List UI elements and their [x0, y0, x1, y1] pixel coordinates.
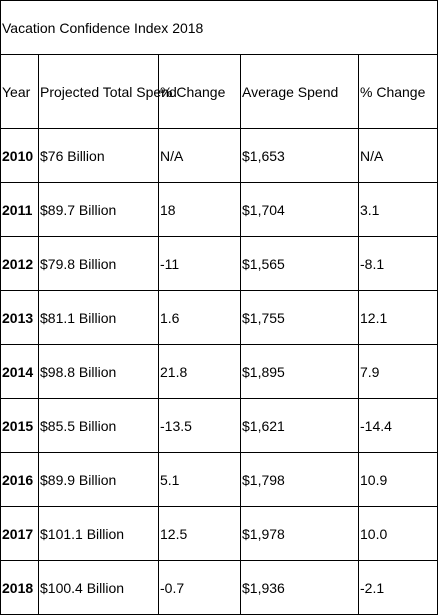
table-header-row [1, 55, 438, 129]
cell-projected-total-spend: $89.7 Billion [39, 183, 159, 237]
table-row [1, 507, 438, 561]
cell-year: 2018 [1, 561, 39, 615]
cell-year: 2017 [1, 507, 39, 561]
table-row [1, 561, 438, 615]
cell-average-spend: $1,653 [241, 129, 359, 183]
cell-projected-total-spend: $89.9 Billion [39, 453, 159, 507]
cell-year: 2016 [1, 453, 39, 507]
table-row [1, 129, 438, 183]
cell-percent-change-average: 3.1 [359, 183, 438, 237]
cell-year: 2013 [1, 291, 39, 345]
table-row [1, 291, 438, 345]
cell-average-spend: $1,704 [241, 183, 359, 237]
table-title-row [1, 1, 438, 55]
cell-year: 2015 [1, 399, 39, 453]
cell-percent-change-average: 7.9 [359, 345, 438, 399]
table-row [1, 453, 438, 507]
cell-year: 2012 [1, 237, 39, 291]
cell-percent-change: -0.7 [159, 561, 241, 615]
table-row [1, 345, 438, 399]
cell-percent-change: 21.8 [159, 345, 241, 399]
cell-percent-change-average: N/A [359, 129, 438, 183]
cell-average-spend: $1,755 [241, 291, 359, 345]
header-percent-change-average: % Change [359, 55, 438, 129]
cell-average-spend: $1,621 [241, 399, 359, 453]
header-average-spend: Average Spend [241, 55, 359, 129]
cell-percent-change-average: 10.0 [359, 507, 438, 561]
cell-percent-change-average: 12.1 [359, 291, 438, 345]
cell-percent-change-average: -14.4 [359, 399, 438, 453]
table-row [1, 183, 438, 237]
cell-year: 2014 [1, 345, 39, 399]
cell-percent-change-average: -2.1 [359, 561, 438, 615]
cell-percent-change: -11 [159, 237, 241, 291]
cell-year: 2010 [1, 129, 39, 183]
header-projected-total-spend: Projected Total Spend [39, 55, 159, 129]
cell-percent-change: N/A [159, 129, 241, 183]
cell-percent-change: 12.5 [159, 507, 241, 561]
header-percent-change: % Change [159, 55, 241, 129]
cell-projected-total-spend: $101.1 Billion [39, 507, 159, 561]
cell-percent-change-average: -8.1 [359, 237, 438, 291]
cell-average-spend: $1,936 [241, 561, 359, 615]
cell-projected-total-spend: $76 Billion [39, 129, 159, 183]
cell-projected-total-spend: $85.5 Billion [39, 399, 159, 453]
cell-percent-change: -13.5 [159, 399, 241, 453]
cell-projected-total-spend: $100.4 Billion [39, 561, 159, 615]
cell-projected-total-spend: $98.8 Billion [39, 345, 159, 399]
cell-average-spend: $1,895 [241, 345, 359, 399]
cell-projected-total-spend: $81.1 Billion [39, 291, 159, 345]
table-title: Vacation Confidence Index 2018 [1, 1, 438, 55]
cell-year: 2011 [1, 183, 39, 237]
header-year: Year [1, 55, 39, 129]
cell-percent-change: 5.1 [159, 453, 241, 507]
cell-average-spend: $1,978 [241, 507, 359, 561]
cell-percent-change-average: 10.9 [359, 453, 438, 507]
cell-percent-change: 18 [159, 183, 241, 237]
cell-average-spend: $1,798 [241, 453, 359, 507]
cell-projected-total-spend: $79.8 Billion [39, 237, 159, 291]
table-row [1, 399, 438, 453]
table-row [1, 237, 438, 291]
cell-percent-change: 1.6 [159, 291, 241, 345]
cell-average-spend: $1,565 [241, 237, 359, 291]
